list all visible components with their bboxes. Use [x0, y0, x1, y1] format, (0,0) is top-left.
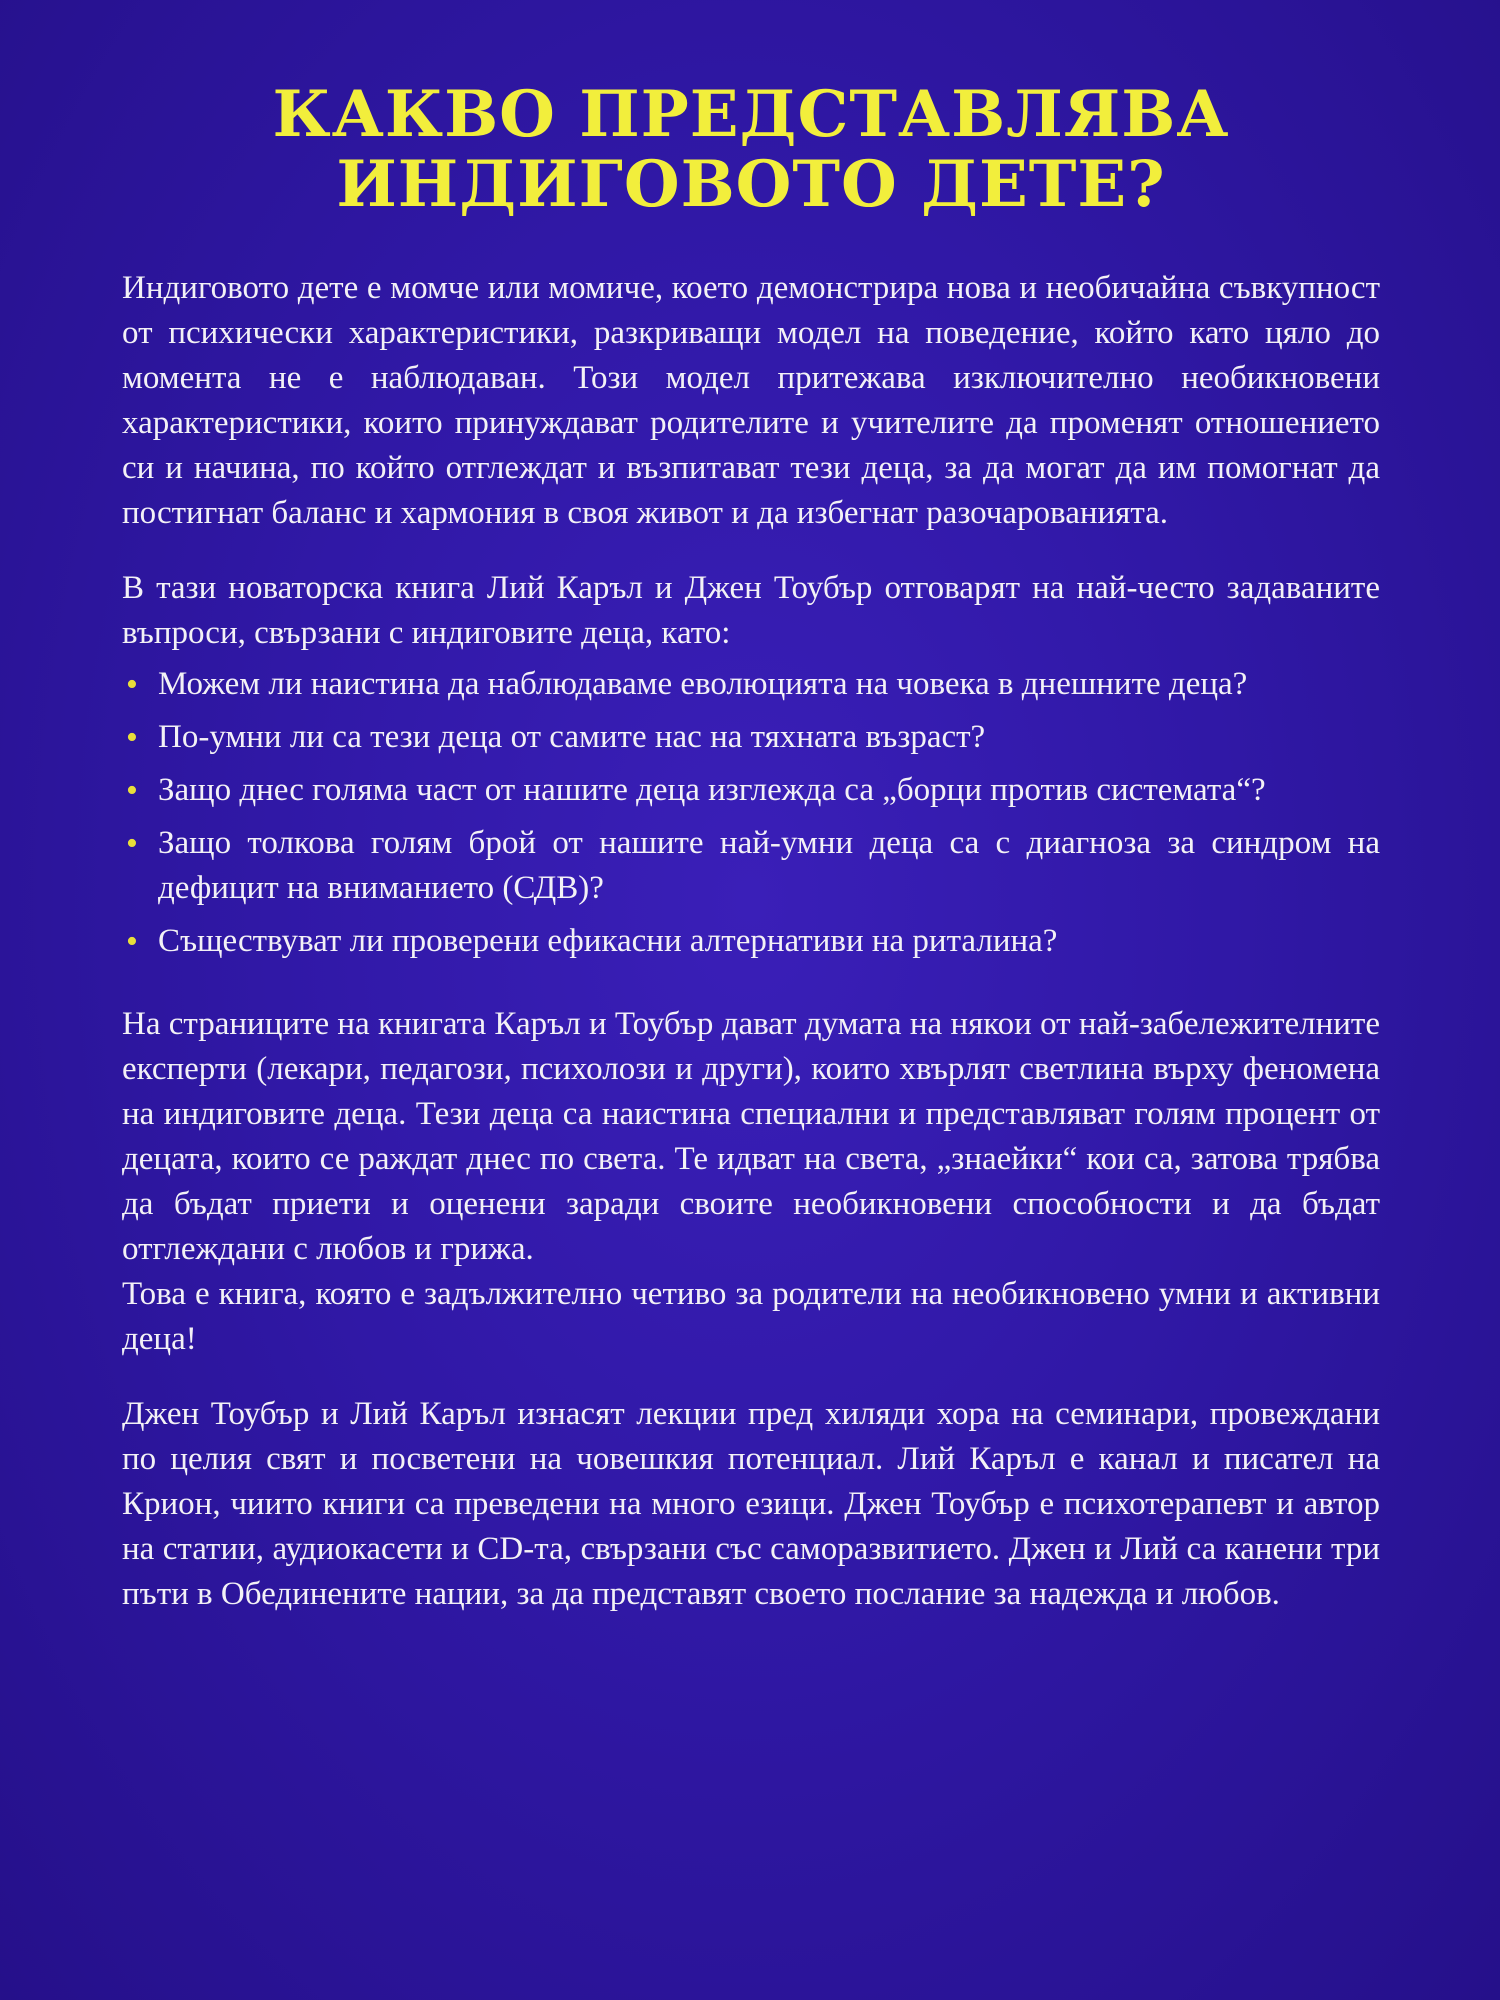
experts-paragraph: На страниците на книгата Каръл и Тоубър дават думата на някои от най-забележителните експерти (лекари, педагози, психолози и други), които хвърлят светлина върху феномена на индиговите деца. Тези деца са наистина специални и представляват голям процент от децата, които се раждат днес по света. Те идват на света, „знаейки“ кои са, затова трябва да бъдат приети и оценени заради своите необикновени способности и да бъдат отглеждани с любов и грижа. — [122, 1006, 1380, 1267]
title-line-1: КАКВО ПРЕДСТАВЛЯВА — [272, 77, 1230, 152]
authors-paragraph: Джен Тоубър и Лий Каръл изнасят лекции пред хиляди хора на семинари, провеждани по целия свят и посветени на човешкия потенциал. Лий Каръл е канал и писател на Крион, чиито книги са преведени на много езици. Джен Тоубър е психотерапевт и автор на статии, аудиокасети и CD-та, свързани със саморазвитието. Джен и Лий са канени три пъти в Обединените нации, за да представят своето послание за надежда и любов. — [122, 1396, 1380, 1612]
title-line-2: ИНДИГОВОТО ДЕТЕ? — [336, 147, 1166, 222]
questions-intro: В тази новаторска книга Лий Каръл и Джен Тоубър отговарят на най-често задаваните въпроси, свързани с индиговите деца, като: — [122, 570, 1380, 651]
list-item: • Защо днес голяма част от нашите деца изглежда са „борци против системата“? — [122, 768, 1380, 813]
questions-list — [122, 662, 1380, 964]
list-item: • По-умни ли са тези деца от самите нас на тяхната възраст? — [122, 715, 1380, 760]
list-item: • Можем ли наистина да наблюдаваме еволюцията на човека в днешните деца? — [122, 662, 1380, 707]
description-paragraph: Индиговото дете е момче или момиче, което демонстрира нова и необичайна съвкупност от психически характеристики, разкриващи модел на поведение, който като цяло до момента не е наблюдаван. Този модел притежава изключително необикновени характеристики, които принуждават родителите и учителите да променят отношението си и начина, по който отглеждат и възпитават тези деца, за да могат да им помогнат да постигнат баланс и хармония в своя живот и да избегнат разочарованията. — [122, 270, 1380, 531]
page-title — [122, 77, 1380, 222]
bullet-icon: • — [126, 825, 138, 862]
list-item: • Защо толкова голям брой от нашите най-умни деца са с диагноза за синдром на дефицит на вниманието (СДВ)? — [122, 821, 1380, 911]
bullet-icon: • — [126, 923, 138, 960]
list-item: • Съществуват ли проверени ефикасни алтернативи на риталина? — [122, 919, 1380, 964]
bullet-icon: • — [126, 666, 138, 703]
recommendation-paragraph: Това е книга, която е задължително четиво за родители на необикновено умни и активни деца! — [122, 1276, 1380, 1357]
bullet-icon: • — [126, 719, 138, 756]
bullet-icon: • — [126, 772, 138, 809]
